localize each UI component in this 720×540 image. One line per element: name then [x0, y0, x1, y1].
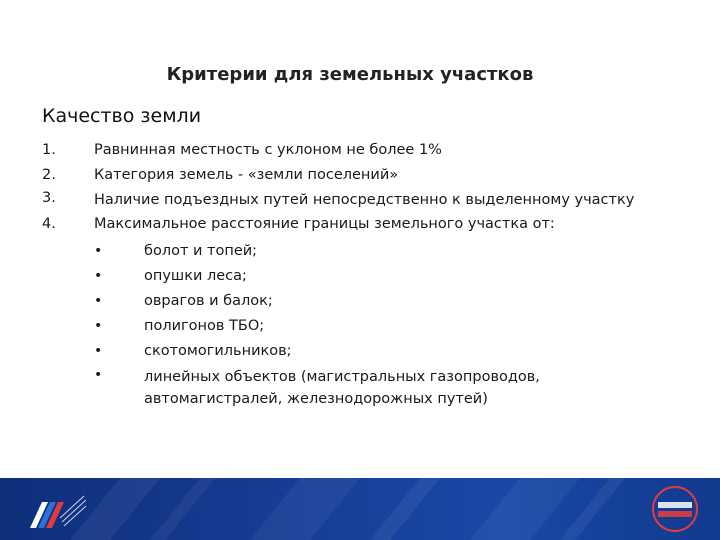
section-heading: Качество земли [42, 105, 202, 127]
criteria-text: Максимальное расстояние границы земельного участка от: [94, 216, 555, 232]
distance-text: скотомогильников; [144, 343, 292, 359]
criteria-item [42, 163, 642, 188]
distance-item [94, 289, 642, 314]
criteria-item [42, 212, 642, 410]
criteria-item [42, 138, 642, 163]
distance-item [94, 339, 642, 364]
distance-item [94, 264, 642, 289]
slide-title: Критерии для земельных участков [166, 64, 534, 85]
distance-text: опушки леса; [144, 268, 247, 284]
criteria-text: Категория земель - «земли поселений» [94, 167, 399, 183]
footer-band [0, 478, 720, 540]
criteria-list [42, 138, 642, 410]
criteria-text: Наличие подъездных путей непосредственно к выделенному участку [94, 192, 635, 208]
distance-list [94, 239, 642, 410]
distance-item [94, 364, 642, 410]
criteria-number: 3. [42, 190, 56, 206]
distance-item [94, 239, 642, 264]
bullet-icon: • [94, 243, 103, 259]
distance-item [94, 314, 642, 339]
bullet-icon: • [94, 367, 103, 383]
bullet-icon: • [94, 268, 103, 284]
distance-text: полигонов ТБО; [144, 318, 265, 334]
bullet-icon: • [94, 343, 103, 359]
criteria-text: Равнинная местность с уклоном не более 1% [94, 142, 442, 158]
criteria-number: 2. [42, 167, 56, 183]
distance-text: линейных объектов (магистральных газопроводов, автомагистралей, железнодорожных путей) [144, 369, 540, 407]
footer-stripes-decoration [0, 478, 720, 540]
distance-text: болот и топей; [144, 243, 258, 259]
criteria-number: 4. [42, 216, 56, 232]
criteria-item [42, 188, 642, 212]
bullet-icon: • [94, 293, 103, 309]
distance-text: оврагов и балок; [144, 293, 273, 309]
onf-flag-logo-icon [28, 488, 88, 532]
narodnaya-expertiza-logo-icon [650, 484, 700, 534]
criteria-number: 1. [42, 142, 56, 158]
bullet-icon: • [94, 318, 103, 334]
